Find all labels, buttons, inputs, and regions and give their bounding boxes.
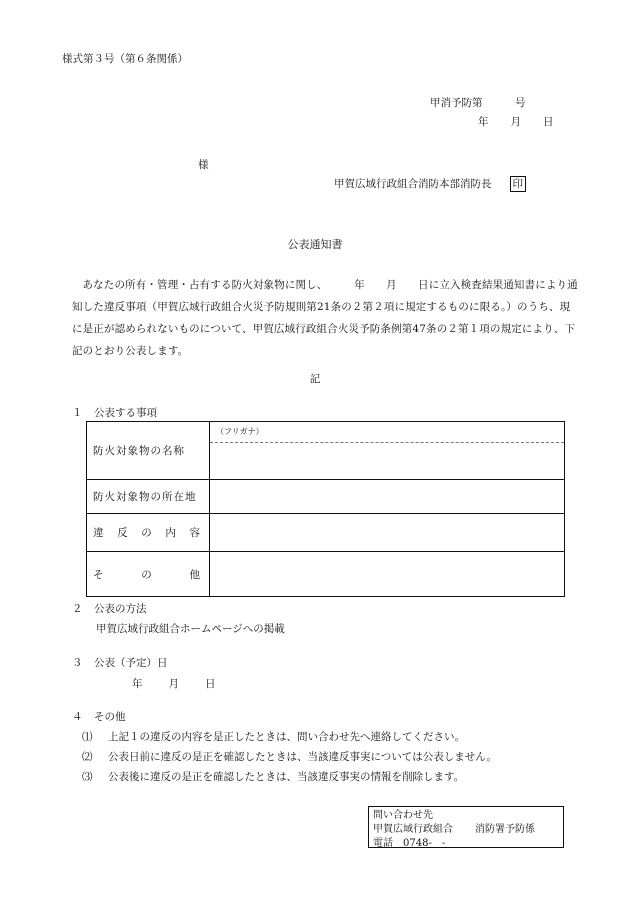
issuer-name: 甲賀広域行政組合消防本部消防長: [334, 178, 492, 190]
section2-title: 公表の方法: [94, 603, 147, 615]
date-month: 月: [510, 116, 521, 128]
contact-organization: 甲賀広域行政組合: [373, 824, 453, 835]
label-char: 他: [189, 568, 201, 581]
section3-number: ３: [72, 657, 83, 669]
row-value-name: [210, 422, 565, 480]
label-char: の: [141, 568, 153, 581]
table-row: [87, 552, 565, 597]
name-value-area: [210, 443, 564, 479]
section3-heading: [72, 655, 168, 670]
pub-year: 年: [132, 678, 143, 690]
row-label-location: 防火対象物の所在地: [87, 480, 210, 514]
publication-date: [132, 676, 216, 691]
row-label-name: 防火対象物の名称: [87, 422, 210, 480]
seal-mark: 印: [510, 176, 527, 192]
section2-number: ２: [72, 603, 83, 615]
section1-number: １: [72, 407, 83, 419]
row-value-other: [210, 552, 565, 597]
contact-department: 消防署予防係: [475, 824, 535, 835]
form-number: 様式第３号（第６条関係）: [62, 53, 188, 65]
date-year: 年: [478, 116, 489, 128]
issuer: [334, 176, 526, 192]
pub-month: 月: [168, 678, 179, 690]
list-item: [82, 729, 465, 744]
section1-title: 公表する事項: [94, 407, 157, 419]
row-label-other: [87, 552, 210, 597]
label-char: 内: [165, 527, 177, 539]
item-marker: ⑵: [82, 751, 93, 763]
contact-phone: 電話 0748- -: [373, 838, 446, 849]
item-text: 上記１の違反の内容を是正したときは、問い合わせ先へ連絡してください。: [108, 731, 465, 743]
section4-number: ４: [72, 711, 83, 723]
item-text: 公表日前に違反の是正を確認したときは、当該違反事実については公表しません。: [108, 751, 497, 763]
item-marker: ⑶: [82, 771, 93, 783]
ki-marker: 記: [309, 373, 321, 385]
section3-title: 公表（予定）日: [94, 657, 168, 669]
section4-title: その他: [94, 711, 126, 723]
doc-number-suffix: 号: [515, 97, 526, 109]
notice-table: [86, 421, 565, 597]
row-label-violation: [87, 514, 210, 552]
item-marker: ⑴: [82, 731, 93, 743]
pub-day: 日: [205, 678, 216, 690]
addressee-honorific: 様: [198, 159, 209, 171]
item-text: 公表後に違反の是正を確認したときは、当該違反事実の情報を削除します。: [108, 771, 465, 783]
table-row: [87, 480, 565, 514]
label-char: 容: [189, 527, 201, 539]
document-title: 公表通知書: [287, 238, 343, 251]
section2-content: 甲賀広域行政組合ホームページへの掲載: [96, 623, 285, 635]
label-char: 反: [117, 527, 129, 539]
date-day: 日: [543, 116, 554, 128]
document-number: [430, 95, 526, 110]
list-item: [82, 769, 464, 784]
row-value-location: [210, 480, 565, 514]
list-item: [82, 749, 497, 764]
section1-heading: [72, 405, 157, 420]
body-paragraph: あなたの所有・管理・占有する防火対象物に関し、 年 月 日に立入検査結果通知書により通知した違反事項（甲賀広域行政組合火災予防規則第21条の２第２項に規定するものに限る。）のうち、現に是正が認められないものについて、甲賀広域行政組合火災予防条例第47条の２第１項の規定により、下記のとおり公表します。: [72, 279, 578, 357]
furigana-label: （フリガナ）: [210, 422, 564, 443]
issue-date: [478, 114, 554, 129]
row-value-violation: [210, 514, 565, 552]
label-char: 違: [93, 527, 105, 539]
label-char: の: [141, 527, 153, 539]
table-row: [87, 422, 565, 480]
contact-heading: 問い合わせ先: [373, 810, 433, 821]
contact-box: [368, 806, 564, 848]
doc-number-label: 甲消予防第: [430, 97, 483, 109]
contact-org-line: [373, 823, 559, 837]
label-char: そ: [93, 568, 105, 581]
section4-heading: [72, 709, 126, 724]
section2-heading: [72, 601, 147, 616]
table-row: [87, 514, 565, 552]
